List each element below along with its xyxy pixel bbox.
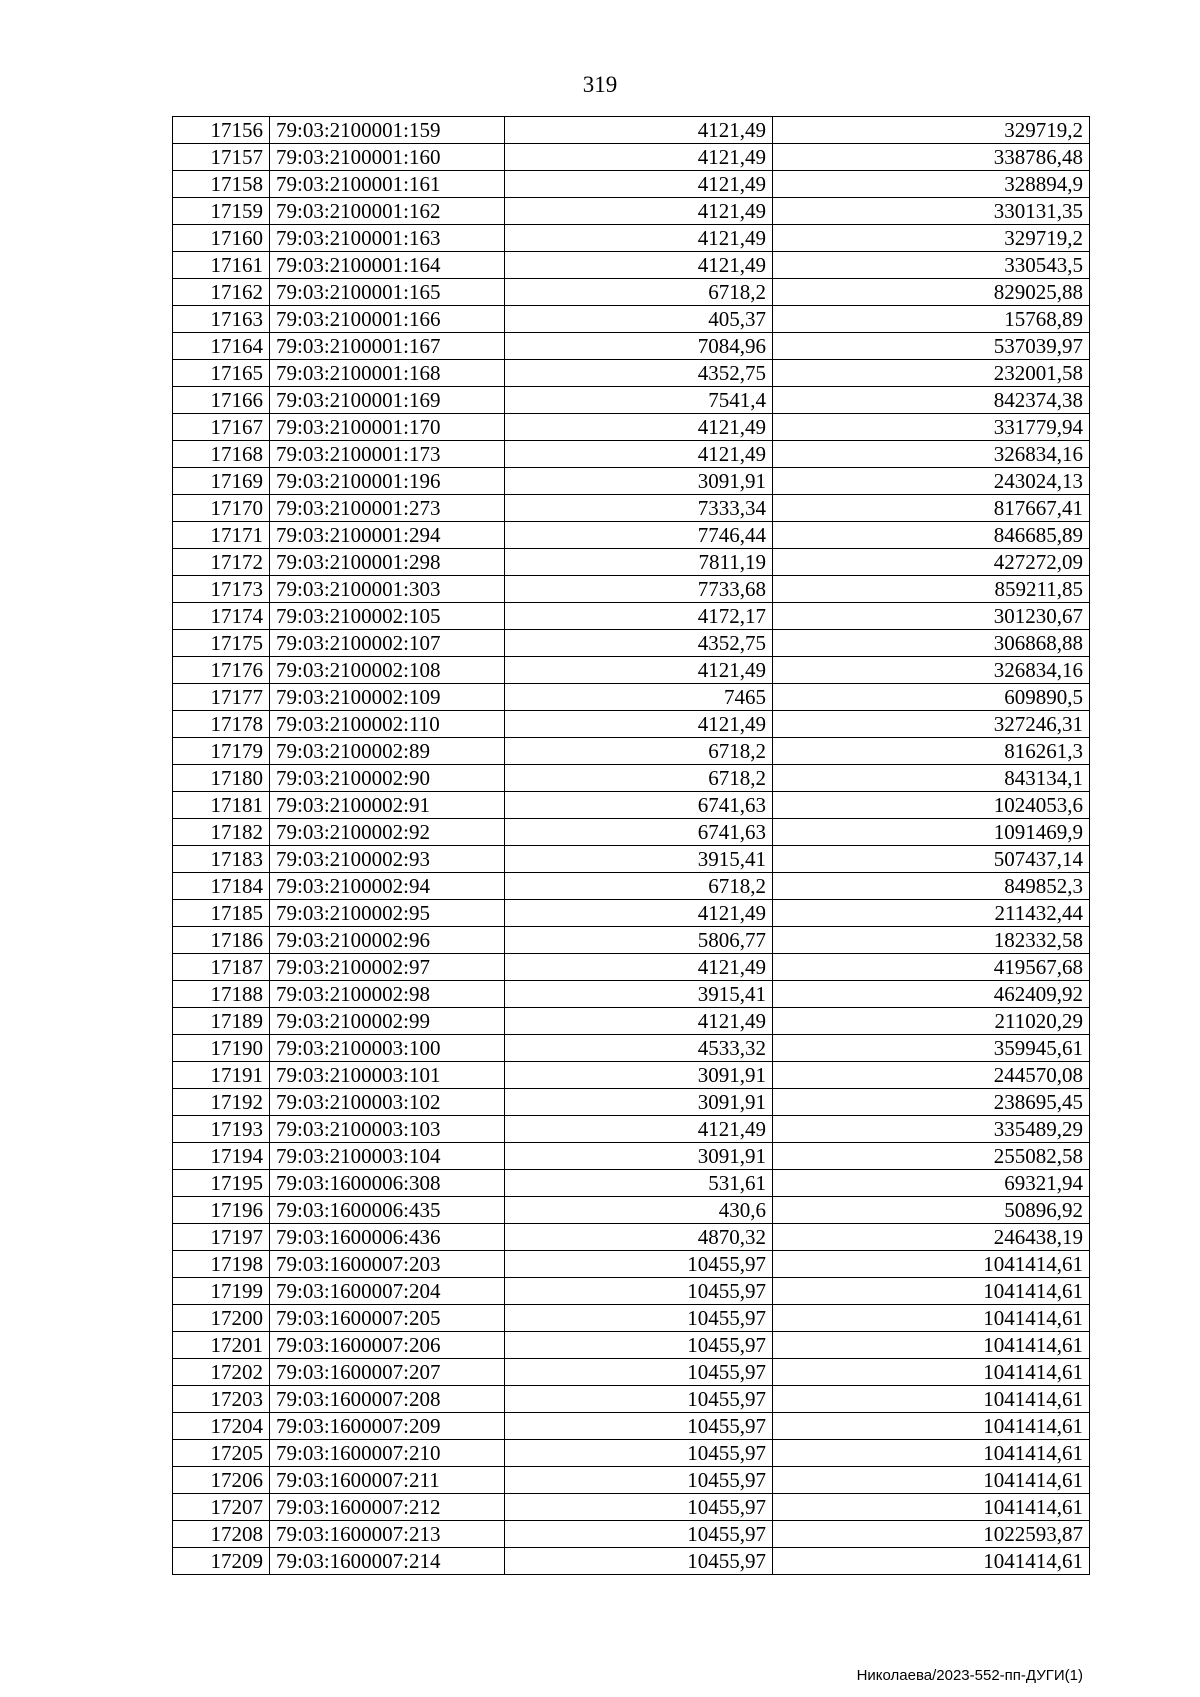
row-number-cell: 17205 bbox=[173, 1440, 270, 1467]
row-number-cell: 17177 bbox=[173, 684, 270, 711]
table-row bbox=[173, 1413, 1090, 1440]
value-cell: 1041414,61 bbox=[773, 1386, 1090, 1413]
cadastral-number-cell: 79:03:1600007:203 bbox=[270, 1251, 505, 1278]
cadastral-number-cell: 79:03:2100002:99 bbox=[270, 1008, 505, 1035]
table-row bbox=[173, 1548, 1090, 1575]
area-cell: 4121,49 bbox=[505, 198, 773, 225]
value-cell: 359945,61 bbox=[773, 1035, 1090, 1062]
value-cell: 255082,58 bbox=[773, 1143, 1090, 1170]
area-cell: 4121,49 bbox=[505, 1116, 773, 1143]
value-cell: 69321,94 bbox=[773, 1170, 1090, 1197]
cadastral-number-cell: 79:03:2100001:164 bbox=[270, 252, 505, 279]
value-cell: 1022593,87 bbox=[773, 1521, 1090, 1548]
area-cell: 3915,41 bbox=[505, 981, 773, 1008]
row-number-cell: 17209 bbox=[173, 1548, 270, 1575]
value-cell: 849852,3 bbox=[773, 873, 1090, 900]
table-row bbox=[173, 927, 1090, 954]
cadastral-number-cell: 79:03:1600006:435 bbox=[270, 1197, 505, 1224]
value-cell: 1091469,9 bbox=[773, 819, 1090, 846]
table-row bbox=[173, 846, 1090, 873]
row-number-cell: 17172 bbox=[173, 549, 270, 576]
area-cell: 4121,49 bbox=[505, 900, 773, 927]
row-number-cell: 17204 bbox=[173, 1413, 270, 1440]
cadastral-number-cell: 79:03:2100003:100 bbox=[270, 1035, 505, 1062]
value-cell: 1041414,61 bbox=[773, 1278, 1090, 1305]
area-cell: 7746,44 bbox=[505, 522, 773, 549]
value-cell: 427272,09 bbox=[773, 549, 1090, 576]
row-number-cell: 17171 bbox=[173, 522, 270, 549]
cadastral-number-cell: 79:03:2100001:303 bbox=[270, 576, 505, 603]
value-cell: 1041414,61 bbox=[773, 1251, 1090, 1278]
row-number-cell: 17156 bbox=[173, 117, 270, 144]
row-number-cell: 17186 bbox=[173, 927, 270, 954]
table-row bbox=[173, 171, 1090, 198]
value-cell: 817667,41 bbox=[773, 495, 1090, 522]
cadastral-number-cell: 79:03:2100002:97 bbox=[270, 954, 505, 981]
table-row bbox=[173, 1278, 1090, 1305]
area-cell: 4121,49 bbox=[505, 117, 773, 144]
row-number-cell: 17206 bbox=[173, 1467, 270, 1494]
cadastral-number-cell: 79:03:2100002:98 bbox=[270, 981, 505, 1008]
row-number-cell: 17180 bbox=[173, 765, 270, 792]
table-row bbox=[173, 1062, 1090, 1089]
table-row bbox=[173, 1386, 1090, 1413]
area-cell: 6718,2 bbox=[505, 738, 773, 765]
cadastral-number-cell: 79:03:2100001:167 bbox=[270, 333, 505, 360]
table-row bbox=[173, 576, 1090, 603]
table-row bbox=[173, 198, 1090, 225]
area-cell: 4121,49 bbox=[505, 441, 773, 468]
table-row bbox=[173, 333, 1090, 360]
cadastral-number-cell: 79:03:2100002:96 bbox=[270, 927, 505, 954]
value-cell: 462409,92 bbox=[773, 981, 1090, 1008]
row-number-cell: 17194 bbox=[173, 1143, 270, 1170]
row-number-cell: 17190 bbox=[173, 1035, 270, 1062]
cadastral-number-cell: 79:03:1600007:209 bbox=[270, 1413, 505, 1440]
table-row bbox=[173, 279, 1090, 306]
value-cell: 15768,89 bbox=[773, 306, 1090, 333]
area-cell: 7811,19 bbox=[505, 549, 773, 576]
value-cell: 846685,89 bbox=[773, 522, 1090, 549]
table-row bbox=[173, 1251, 1090, 1278]
table-row bbox=[173, 1008, 1090, 1035]
area-cell: 7733,68 bbox=[505, 576, 773, 603]
value-cell: 301230,67 bbox=[773, 603, 1090, 630]
cadastral-number-cell: 79:03:2100002:93 bbox=[270, 846, 505, 873]
table-row bbox=[173, 495, 1090, 522]
area-cell: 430,6 bbox=[505, 1197, 773, 1224]
value-cell: 507437,14 bbox=[773, 846, 1090, 873]
area-cell: 6741,63 bbox=[505, 819, 773, 846]
value-cell: 238695,45 bbox=[773, 1089, 1090, 1116]
value-cell: 327246,31 bbox=[773, 711, 1090, 738]
cadastral-number-cell: 79:03:2100001:196 bbox=[270, 468, 505, 495]
row-number-cell: 17189 bbox=[173, 1008, 270, 1035]
row-number-cell: 17203 bbox=[173, 1386, 270, 1413]
table-row bbox=[173, 630, 1090, 657]
area-cell: 5806,77 bbox=[505, 927, 773, 954]
cadastral-number-cell: 79:03:1600007:211 bbox=[270, 1467, 505, 1494]
cadastral-number-cell: 79:03:2100002:94 bbox=[270, 873, 505, 900]
cadastral-number-cell: 79:03:2100001:273 bbox=[270, 495, 505, 522]
cadastral-number-cell: 79:03:1600007:213 bbox=[270, 1521, 505, 1548]
table-row bbox=[173, 765, 1090, 792]
row-number-cell: 17162 bbox=[173, 279, 270, 306]
row-number-cell: 17198 bbox=[173, 1251, 270, 1278]
row-number-cell: 17200 bbox=[173, 1305, 270, 1332]
row-number-cell: 17201 bbox=[173, 1332, 270, 1359]
cadastral-number-cell: 79:03:2100003:102 bbox=[270, 1089, 505, 1116]
value-cell: 843134,1 bbox=[773, 765, 1090, 792]
area-cell: 4533,32 bbox=[505, 1035, 773, 1062]
row-number-cell: 17183 bbox=[173, 846, 270, 873]
table-row bbox=[173, 792, 1090, 819]
area-cell: 7465 bbox=[505, 684, 773, 711]
value-cell: 246438,19 bbox=[773, 1224, 1090, 1251]
cadastral-number-cell: 79:03:1600007:204 bbox=[270, 1278, 505, 1305]
area-cell: 4121,49 bbox=[505, 252, 773, 279]
row-number-cell: 17196 bbox=[173, 1197, 270, 1224]
area-cell: 405,37 bbox=[505, 306, 773, 333]
value-cell: 1041414,61 bbox=[773, 1440, 1090, 1467]
table-row bbox=[173, 1035, 1090, 1062]
cadastral-number-cell: 79:03:2100002:109 bbox=[270, 684, 505, 711]
table-row bbox=[173, 1521, 1090, 1548]
row-number-cell: 17181 bbox=[173, 792, 270, 819]
value-cell: 330543,5 bbox=[773, 252, 1090, 279]
cadastral-number-cell: 79:03:2100002:90 bbox=[270, 765, 505, 792]
value-cell: 859211,85 bbox=[773, 576, 1090, 603]
registry-table-body bbox=[173, 117, 1090, 1575]
table-row bbox=[173, 1197, 1090, 1224]
area-cell: 6718,2 bbox=[505, 765, 773, 792]
registry-table bbox=[172, 116, 1090, 1575]
area-cell: 10455,97 bbox=[505, 1278, 773, 1305]
table-row bbox=[173, 414, 1090, 441]
row-number-cell: 17159 bbox=[173, 198, 270, 225]
area-cell: 10455,97 bbox=[505, 1359, 773, 1386]
area-cell: 7084,96 bbox=[505, 333, 773, 360]
row-number-cell: 17170 bbox=[173, 495, 270, 522]
area-cell: 3091,91 bbox=[505, 1062, 773, 1089]
area-cell: 4121,49 bbox=[505, 711, 773, 738]
value-cell: 330131,35 bbox=[773, 198, 1090, 225]
area-cell: 7333,34 bbox=[505, 495, 773, 522]
value-cell: 419567,68 bbox=[773, 954, 1090, 981]
value-cell: 331779,94 bbox=[773, 414, 1090, 441]
document-footer-code: Николаева/2023-552-пп-ДУГИ(1) bbox=[856, 1667, 1083, 1684]
row-number-cell: 17174 bbox=[173, 603, 270, 630]
area-cell: 10455,97 bbox=[505, 1413, 773, 1440]
cadastral-number-cell: 79:03:1600007:206 bbox=[270, 1332, 505, 1359]
table-row bbox=[173, 657, 1090, 684]
value-cell: 211432,44 bbox=[773, 900, 1090, 927]
area-cell: 3091,91 bbox=[505, 468, 773, 495]
area-cell: 10455,97 bbox=[505, 1305, 773, 1332]
cadastral-number-cell: 79:03:2100002:91 bbox=[270, 792, 505, 819]
value-cell: 243024,13 bbox=[773, 468, 1090, 495]
cadastral-number-cell: 79:03:2100002:107 bbox=[270, 630, 505, 657]
table-row bbox=[173, 225, 1090, 252]
area-cell: 4121,49 bbox=[505, 225, 773, 252]
table-row bbox=[173, 1440, 1090, 1467]
area-cell: 10455,97 bbox=[505, 1440, 773, 1467]
area-cell: 4352,75 bbox=[505, 630, 773, 657]
value-cell: 329719,2 bbox=[773, 117, 1090, 144]
table-row bbox=[173, 549, 1090, 576]
row-number-cell: 17160 bbox=[173, 225, 270, 252]
area-cell: 10455,97 bbox=[505, 1332, 773, 1359]
row-number-cell: 17187 bbox=[173, 954, 270, 981]
table-row bbox=[173, 603, 1090, 630]
cadastral-number-cell: 79:03:1600007:212 bbox=[270, 1494, 505, 1521]
cadastral-number-cell: 79:03:2100002:105 bbox=[270, 603, 505, 630]
table-row bbox=[173, 252, 1090, 279]
cadastral-number-cell: 79:03:1600006:436 bbox=[270, 1224, 505, 1251]
cadastral-number-cell: 79:03:2100001:168 bbox=[270, 360, 505, 387]
cadastral-number-cell: 79:03:2100001:170 bbox=[270, 414, 505, 441]
cadastral-number-cell: 79:03:1600007:207 bbox=[270, 1359, 505, 1386]
cadastral-number-cell: 79:03:2100002:89 bbox=[270, 738, 505, 765]
value-cell: 326834,16 bbox=[773, 657, 1090, 684]
cadastral-number-cell: 79:03:1600006:308 bbox=[270, 1170, 505, 1197]
cadastral-number-cell: 79:03:1600007:205 bbox=[270, 1305, 505, 1332]
row-number-cell: 17158 bbox=[173, 171, 270, 198]
cadastral-number-cell: 79:03:2100002:95 bbox=[270, 900, 505, 927]
value-cell: 328894,9 bbox=[773, 171, 1090, 198]
area-cell: 3091,91 bbox=[505, 1143, 773, 1170]
row-number-cell: 17208 bbox=[173, 1521, 270, 1548]
value-cell: 326834,16 bbox=[773, 441, 1090, 468]
table-row bbox=[173, 387, 1090, 414]
area-cell: 4352,75 bbox=[505, 360, 773, 387]
table-row bbox=[173, 1089, 1090, 1116]
row-number-cell: 17166 bbox=[173, 387, 270, 414]
area-cell: 4121,49 bbox=[505, 1008, 773, 1035]
row-number-cell: 17164 bbox=[173, 333, 270, 360]
value-cell: 335489,29 bbox=[773, 1116, 1090, 1143]
cadastral-number-cell: 79:03:2100002:110 bbox=[270, 711, 505, 738]
row-number-cell: 17168 bbox=[173, 441, 270, 468]
cadastral-number-cell: 79:03:2100003:103 bbox=[270, 1116, 505, 1143]
area-cell: 10455,97 bbox=[505, 1548, 773, 1575]
area-cell: 10455,97 bbox=[505, 1251, 773, 1278]
area-cell: 4121,49 bbox=[505, 144, 773, 171]
area-cell: 4121,49 bbox=[505, 657, 773, 684]
table-row bbox=[173, 981, 1090, 1008]
row-number-cell: 17176 bbox=[173, 657, 270, 684]
area-cell: 4121,49 bbox=[505, 171, 773, 198]
row-number-cell: 17157 bbox=[173, 144, 270, 171]
value-cell: 842374,38 bbox=[773, 387, 1090, 414]
area-cell: 7541,4 bbox=[505, 387, 773, 414]
row-number-cell: 17179 bbox=[173, 738, 270, 765]
row-number-cell: 17163 bbox=[173, 306, 270, 333]
value-cell: 182332,58 bbox=[773, 927, 1090, 954]
row-number-cell: 17207 bbox=[173, 1494, 270, 1521]
value-cell: 1041414,61 bbox=[773, 1332, 1090, 1359]
area-cell: 531,61 bbox=[505, 1170, 773, 1197]
table-row bbox=[173, 1224, 1090, 1251]
row-number-cell: 17175 bbox=[173, 630, 270, 657]
value-cell: 244570,08 bbox=[773, 1062, 1090, 1089]
row-number-cell: 17185 bbox=[173, 900, 270, 927]
cadastral-number-cell: 79:03:2100003:104 bbox=[270, 1143, 505, 1170]
cadastral-number-cell: 79:03:2100001:298 bbox=[270, 549, 505, 576]
area-cell: 10455,97 bbox=[505, 1467, 773, 1494]
cadastral-number-cell: 79:03:1600007:214 bbox=[270, 1548, 505, 1575]
value-cell: 1024053,6 bbox=[773, 792, 1090, 819]
row-number-cell: 17167 bbox=[173, 414, 270, 441]
area-cell: 10455,97 bbox=[505, 1494, 773, 1521]
value-cell: 1041414,61 bbox=[773, 1305, 1090, 1332]
value-cell: 1041414,61 bbox=[773, 1548, 1090, 1575]
table-row bbox=[173, 819, 1090, 846]
row-number-cell: 17169 bbox=[173, 468, 270, 495]
table-row bbox=[173, 117, 1090, 144]
table-row bbox=[173, 306, 1090, 333]
area-cell: 4172,17 bbox=[505, 603, 773, 630]
row-number-cell: 17193 bbox=[173, 1116, 270, 1143]
cadastral-number-cell: 79:03:2100001:159 bbox=[270, 117, 505, 144]
cadastral-number-cell: 79:03:2100001:162 bbox=[270, 198, 505, 225]
cadastral-number-cell: 79:03:2100001:166 bbox=[270, 306, 505, 333]
table-row bbox=[173, 1116, 1090, 1143]
cadastral-number-cell: 79:03:1600007:210 bbox=[270, 1440, 505, 1467]
value-cell: 338786,48 bbox=[773, 144, 1090, 171]
table-row bbox=[173, 1305, 1090, 1332]
table-row bbox=[173, 873, 1090, 900]
table-row bbox=[173, 1467, 1090, 1494]
row-number-cell: 17161 bbox=[173, 252, 270, 279]
value-cell: 609890,5 bbox=[773, 684, 1090, 711]
row-number-cell: 17199 bbox=[173, 1278, 270, 1305]
row-number-cell: 17188 bbox=[173, 981, 270, 1008]
table-row bbox=[173, 1170, 1090, 1197]
value-cell: 816261,3 bbox=[773, 738, 1090, 765]
table-row bbox=[173, 1359, 1090, 1386]
table-row bbox=[173, 468, 1090, 495]
cadastral-number-cell: 79:03:2100001:294 bbox=[270, 522, 505, 549]
cadastral-number-cell: 79:03:2100001:160 bbox=[270, 144, 505, 171]
row-number-cell: 17165 bbox=[173, 360, 270, 387]
table-row bbox=[173, 1332, 1090, 1359]
area-cell: 4121,49 bbox=[505, 954, 773, 981]
table-row bbox=[173, 360, 1090, 387]
cadastral-number-cell: 79:03:2100001:163 bbox=[270, 225, 505, 252]
row-number-cell: 17173 bbox=[173, 576, 270, 603]
value-cell: 1041414,61 bbox=[773, 1359, 1090, 1386]
cadastral-number-cell: 79:03:2100001:161 bbox=[270, 171, 505, 198]
value-cell: 1041414,61 bbox=[773, 1413, 1090, 1440]
value-cell: 232001,58 bbox=[773, 360, 1090, 387]
row-number-cell: 17191 bbox=[173, 1062, 270, 1089]
row-number-cell: 17178 bbox=[173, 711, 270, 738]
area-cell: 3091,91 bbox=[505, 1089, 773, 1116]
table-row bbox=[173, 954, 1090, 981]
area-cell: 6718,2 bbox=[505, 873, 773, 900]
area-cell: 4121,49 bbox=[505, 414, 773, 441]
value-cell: 1041414,61 bbox=[773, 1467, 1090, 1494]
table-row bbox=[173, 711, 1090, 738]
row-number-cell: 17192 bbox=[173, 1089, 270, 1116]
cadastral-number-cell: 79:03:2100001:169 bbox=[270, 387, 505, 414]
area-cell: 3915,41 bbox=[505, 846, 773, 873]
area-cell: 10455,97 bbox=[505, 1521, 773, 1548]
row-number-cell: 17195 bbox=[173, 1170, 270, 1197]
table-row bbox=[173, 522, 1090, 549]
table-row bbox=[173, 144, 1090, 171]
table-row bbox=[173, 738, 1090, 765]
table-row bbox=[173, 900, 1090, 927]
cadastral-number-cell: 79:03:2100001:173 bbox=[270, 441, 505, 468]
area-cell: 6718,2 bbox=[505, 279, 773, 306]
page-number: 319 bbox=[582, 72, 618, 97]
table-row bbox=[173, 684, 1090, 711]
cadastral-number-cell: 79:03:1600007:208 bbox=[270, 1386, 505, 1413]
cadastral-number-cell: 79:03:2100002:108 bbox=[270, 657, 505, 684]
value-cell: 537039,97 bbox=[773, 333, 1090, 360]
area-cell: 6741,63 bbox=[505, 792, 773, 819]
row-number-cell: 17184 bbox=[173, 873, 270, 900]
cadastral-number-cell: 79:03:2100002:92 bbox=[270, 819, 505, 846]
value-cell: 211020,29 bbox=[773, 1008, 1090, 1035]
value-cell: 306868,88 bbox=[773, 630, 1090, 657]
value-cell: 329719,2 bbox=[773, 225, 1090, 252]
table-row bbox=[173, 1494, 1090, 1521]
row-number-cell: 17182 bbox=[173, 819, 270, 846]
row-number-cell: 17202 bbox=[173, 1359, 270, 1386]
value-cell: 50896,92 bbox=[773, 1197, 1090, 1224]
table-row bbox=[173, 441, 1090, 468]
area-cell: 10455,97 bbox=[505, 1386, 773, 1413]
value-cell: 1041414,61 bbox=[773, 1494, 1090, 1521]
value-cell: 829025,88 bbox=[773, 279, 1090, 306]
table-row bbox=[173, 1143, 1090, 1170]
cadastral-number-cell: 79:03:2100003:101 bbox=[270, 1062, 505, 1089]
cadastral-number-cell: 79:03:2100001:165 bbox=[270, 279, 505, 306]
area-cell: 4870,32 bbox=[505, 1224, 773, 1251]
row-number-cell: 17197 bbox=[173, 1224, 270, 1251]
